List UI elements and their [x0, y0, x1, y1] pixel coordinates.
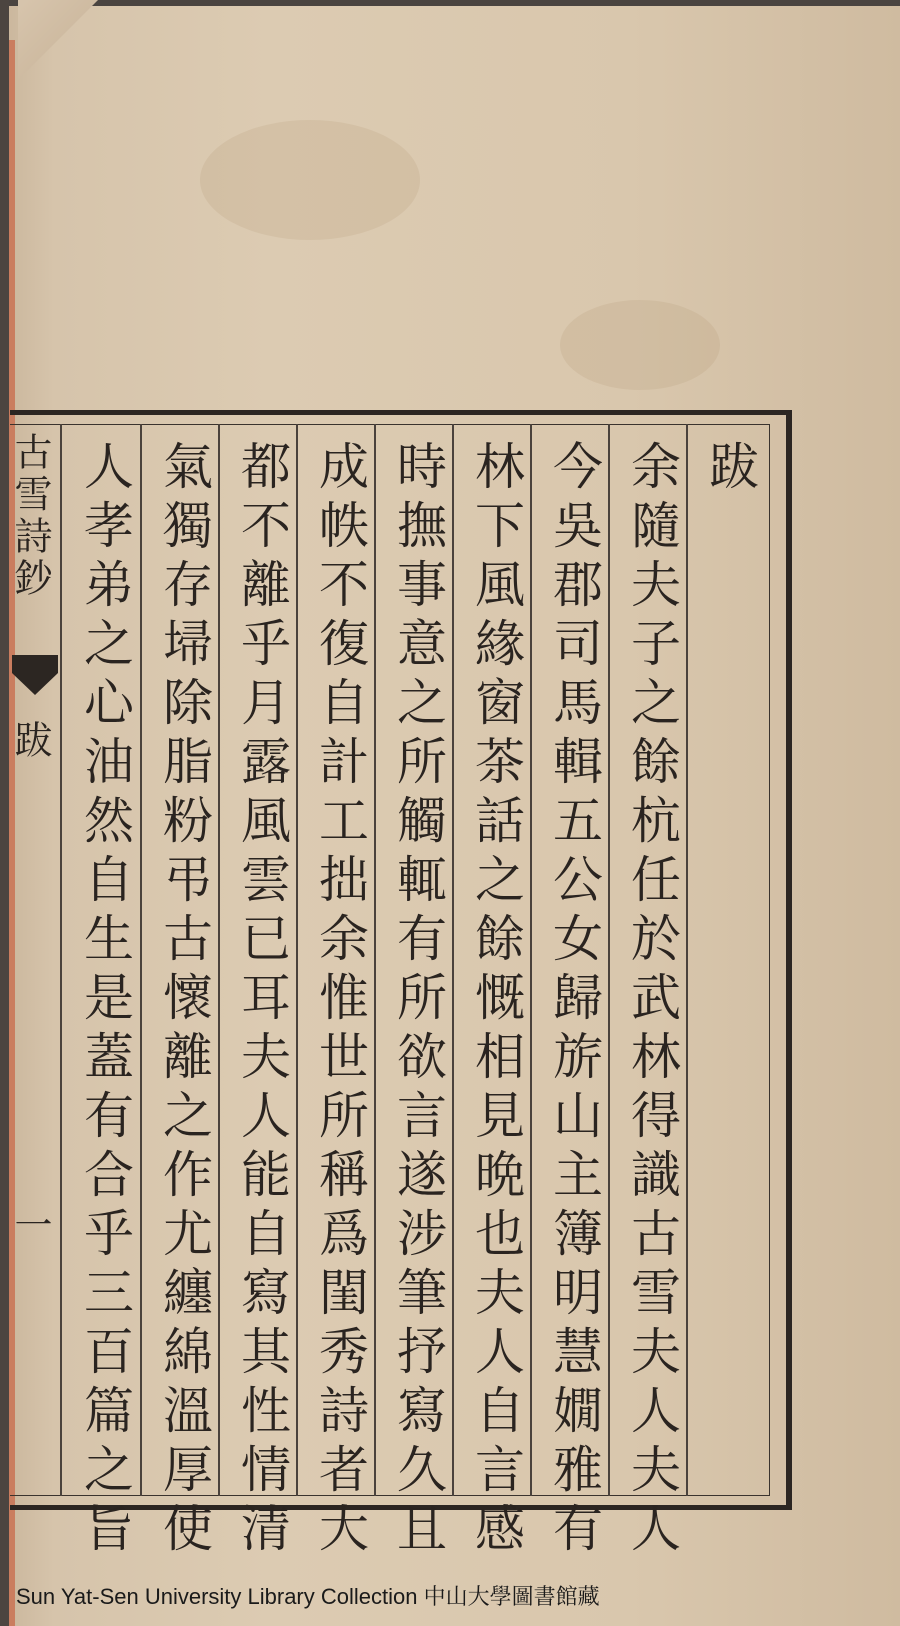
text-column-3: 林下風緣窗茶話之餘慨相見晩也夫人自言感: [467, 440, 525, 1561]
text-column-8: 人孝弟之心油然自生是蓋有合乎三百篇之旨: [76, 440, 134, 1561]
block-heart-page-number: 一: [8, 1205, 52, 1243]
collection-watermark: Sun Yat-Sen University Library Collection 中山大學圖書館藏: [16, 1584, 600, 1609]
text-column-5: 成帙不復自計工拙余惟世所稱爲閨秀詩者大: [311, 440, 369, 1561]
paper-stain: [200, 120, 420, 240]
folded-corner: [18, 0, 98, 80]
block-heart-section: 跋: [8, 720, 52, 758]
text-column-6: 都不離乎月露風雲已耳夫人能自寫其性情清: [233, 440, 291, 1561]
text-column-2: 今吳郡司馬輯五公女歸旂山主簿明慧嫺雅有: [545, 440, 603, 1561]
book-spine: [0, 0, 9, 1626]
paper-stain: [560, 300, 720, 390]
column-rule: [140, 424, 142, 1496]
text-column-4: 時撫事意之所觸輒有所欲言遂涉筆抒寫久且: [389, 440, 447, 1561]
scan-edge-top: [0, 0, 900, 6]
text-column-1: 余隨夫子之餘杭任於武林得識古雪夫人夫人: [623, 440, 681, 1561]
section-heading: 跋: [701, 440, 759, 490]
block-heart-title: 古雪詩鈔: [8, 432, 52, 600]
text-column-7: 氣獨存埽除脂粉弔古懷離之作尤纏綿溫厚使: [155, 440, 213, 1561]
column-rule: [60, 424, 62, 1496]
